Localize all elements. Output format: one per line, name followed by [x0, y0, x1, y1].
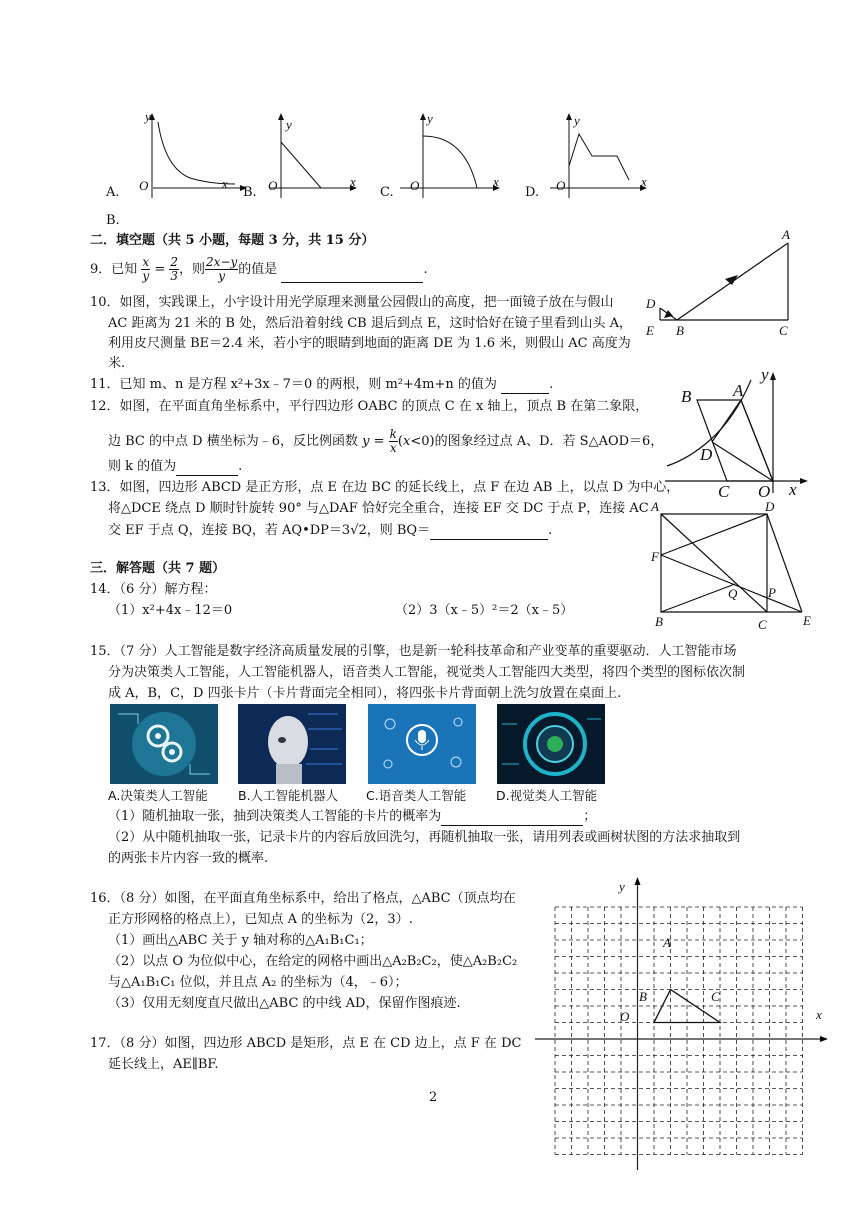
q10-line-1: 10．如图，实践课上，小宇设计用光学原理来测量公园假山的高度，把一面镜子放在与假山	[90, 295, 614, 310]
q16-line-3: （1）画出△ABC 关于 y 轴对称的△A₁B₁C₁；	[108, 933, 373, 948]
fig16-label-o: O	[620, 1009, 630, 1024]
q13-answer-blank[interactable]	[430, 525, 548, 540]
fig12-label-x: x	[789, 480, 797, 499]
fig16-label-b: B	[639, 989, 647, 1004]
fig13-label-q: Q	[728, 586, 738, 601]
fig13-label-p: P	[768, 585, 776, 600]
fig10-label-d: D	[646, 296, 656, 311]
q15-sub-2a: （2）从中随机抽取一张，记录卡片的内容后放回洗匀，再随机抽取一张，请用列表或画树状图的方法求抽取到	[108, 830, 741, 845]
option-c-label: C.	[380, 185, 394, 200]
fig13-label-a: A	[651, 499, 659, 514]
q14-part-1: （1）x²+4x﹣12＝0	[108, 603, 233, 618]
fig13-label-d: D	[765, 499, 775, 514]
q10-line-3: 利用皮尺测量 BE＝2.4 米，若小宇的眼睛到地面的距离 DE 为 1.6 米，则假山 AC 高度为	[108, 336, 631, 351]
option-d-label: D.	[525, 185, 540, 200]
q14-part-2: （2）3（x﹣5）²＝2（x﹣5）	[395, 603, 574, 618]
fig10-label-a: A	[782, 227, 790, 242]
option-d-o: O	[556, 178, 566, 193]
option-b-y: y	[286, 117, 292, 132]
option-a-graph	[149, 113, 247, 198]
q10-line-4: 米.	[108, 356, 126, 371]
card-c-caption: C.语音类人工智能	[366, 788, 467, 803]
q15-answer-blank[interactable]	[441, 811, 583, 826]
option-a-x: x	[222, 176, 228, 191]
q15-sub-1: （1）随机抽取一张，抽到决策类人工智能的卡片的概率为 ；	[108, 809, 597, 824]
option-c-o: O	[410, 178, 420, 193]
question-11: 11．已知 m、n 是方程 x²+3x﹣7＝0 的两根，则 m²+4m+n 的值为 .	[90, 377, 554, 392]
q9-answer-blank[interactable]	[281, 268, 423, 283]
card-d-image	[497, 704, 605, 784]
fig13-label-c: C	[758, 617, 767, 632]
option-b-label: B.	[243, 185, 257, 200]
q16-line-1: 16．（8 分）如图，在平面直角坐标系中，给出了格点，△ABC（顶点均在	[90, 891, 516, 906]
fig16-label-c: C	[711, 989, 720, 1004]
fig10-label-b: B	[676, 323, 684, 338]
q13-line-3: 交 EF 于点 Q，连接 BQ，若 AQ•DP＝3√2，则 BQ＝ .	[108, 523, 553, 538]
card-b-image	[238, 704, 346, 784]
card-c-image	[368, 704, 476, 784]
option-c-x: x	[493, 174, 499, 189]
q12-line-1: 12．如图，在平面直角坐标系中，平行四边形 OABC 的顶点 C 在 x 轴上，顶点 B 在第二象限，	[90, 399, 649, 414]
stray-option-label: B.	[106, 213, 120, 228]
fig12-label-c: C	[718, 482, 730, 501]
card-a-image	[110, 704, 218, 784]
q15-sub-2b: 的两张卡片内容一致的概率.	[108, 851, 269, 866]
figure-q13	[645, 500, 815, 630]
option-a-label: A.	[106, 185, 120, 200]
option-b-graph	[270, 113, 357, 198]
fig12-label-o: O	[758, 482, 771, 501]
q13-line-2: 将△DCE 绕点 D 顺时针旋转 90° 与△DAF 恰好完全重合，连接 EF 交 DC 于点 P，连接 AC	[108, 501, 649, 516]
fig16-label-x: x	[816, 1007, 822, 1022]
q16-line-4: （2）以点 O 为位似中心，在给定的网格中画出△A₂B₂C₂，使△A₂B₂C₂	[108, 954, 518, 969]
fig12-label-y: y	[761, 365, 769, 384]
q11-answer-blank[interactable]	[501, 379, 549, 394]
option-d-y: y	[574, 113, 580, 128]
option-b-o: O	[268, 178, 278, 193]
option-a-o: O	[139, 178, 149, 193]
q17-line-1: 17．（8 分）如图，四边形 ABCD 是矩形，点 E 在 CD 边上，点 F 在 DC	[90, 1036, 522, 1051]
q13-line-1: 13．如图，四边形 ABCD 是正方形，点 E 在边 BC 的延长线上，点 F 在边 AB 上，以点 D 为中心，	[90, 480, 680, 495]
q15-line-1: 15．（7 分）人工智能是数字经济高质量发展的引擎，也是新一轮科技革命和产业变革的重要驱动．人工智能市场	[90, 644, 737, 659]
q16-line-2: 正方形网格的格点上），已知点 A 的坐标为（2，3）.	[108, 912, 413, 927]
option-c-y: y	[427, 111, 433, 126]
q17-line-2: 延长线上，AE∥BF.	[108, 1057, 219, 1072]
q12-line-2: 边 BC 的中点 D 横坐标为﹣6，反比例函数 y = $\frac{k}{x}$ (x<0)的图象经过点 A、D．若 S△AOD＝6，	[108, 427, 664, 455]
figure-q16-grid	[535, 875, 835, 1175]
q14-head: 14．（6 分）解方程：	[90, 582, 217, 597]
fig13-label-b: B	[655, 614, 663, 629]
option-b-x: x	[350, 174, 356, 189]
section-3-title: 三．解答题（共 7 题）	[90, 561, 226, 576]
q16-line-5: 与△A₁B₁C₁ 位似，并且点 A₂ 的坐标为（4，﹣6）；	[108, 975, 408, 990]
q12-answer-blank[interactable]	[176, 461, 238, 476]
q15-line-2: 分为决策类人工智能，人工智能机器人，语音类人工智能，视觉类人工智能四大类型，将四个类型的图标依次制	[108, 665, 746, 680]
fig16-label-a: A	[663, 935, 671, 950]
fig16-label-y: y	[619, 879, 625, 894]
y-axis-arrow	[635, 877, 641, 885]
x-axis-arrow	[820, 1036, 828, 1042]
option-a-y: y	[145, 109, 151, 124]
fig13-label-f: F	[651, 549, 659, 564]
page-number: 2	[429, 1090, 438, 1105]
q10-line-2: AC 距离为 21 米的 B 处，然后沿着射线 CB 退后到点 E，这时恰好在镜子里看到山头 A，	[108, 316, 632, 331]
fig12-label-b: B	[681, 387, 692, 406]
option-d-x: x	[641, 174, 647, 189]
card-b-caption: B.人工智能机器人	[238, 788, 339, 803]
fig10-label-c: C	[779, 323, 788, 338]
q15-line-3: 成 A，B，C，D 四张卡片（卡片背面完全相同），将四张卡片背面朝上洗匀放置在桌面上.	[108, 686, 622, 701]
section-2-title: 二．填空题（共 5 小题，每题 3 分，共 15 分）	[90, 233, 375, 248]
fig10-label-e: E	[646, 323, 654, 338]
q16-line-6: （3）仅用无刻度直尺做出△ABC 的中线 AD，保留作图痕迹.	[108, 996, 461, 1011]
question-9: 9．已知 $\frac{x}{y}$ = $\frac{2}{3}$ ，则 $\frac{2x-y}{y}$ 的值是 .	[90, 255, 428, 283]
card-d-caption: D.视觉类人工智能	[496, 788, 598, 803]
fig13-label-e: E	[803, 613, 811, 628]
fig12-label-a: A	[733, 381, 744, 400]
q12-line-3: 则 k 的值为 .	[108, 459, 243, 474]
fig12-label-d: D	[700, 445, 713, 464]
card-a-caption: A.决策类人工智能	[108, 788, 208, 803]
